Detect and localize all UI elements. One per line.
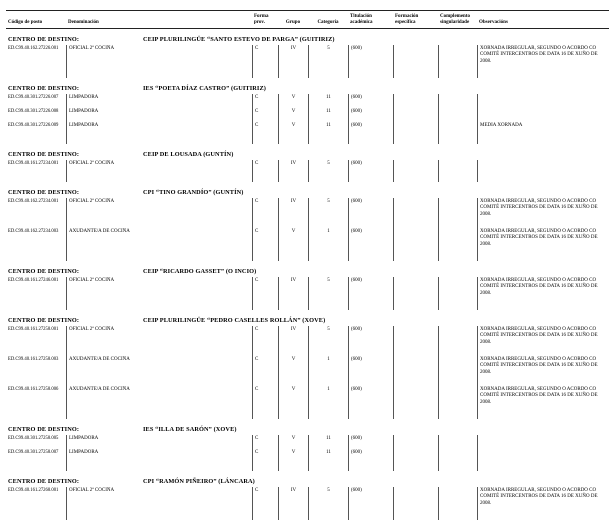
- cell-complemento-singularidade: [438, 449, 477, 471]
- cell-codigo-de-posto: ED.C99.40.161.27246.001: [8, 278, 59, 283]
- centro-section: [6, 268, 609, 310]
- cell-observacions: [477, 160, 609, 182]
- column-header-forma-line1: Forma: [254, 13, 269, 19]
- column-header-observacions: [477, 20, 609, 26]
- cell-categoria: 11: [308, 108, 348, 122]
- column-header-formacion-line1: Formación: [395, 13, 419, 19]
- cell-titulacion-academica: (600): [348, 122, 393, 144]
- centro-section: [6, 151, 609, 182]
- table-row: [6, 198, 609, 228]
- cell-titulacion-academica: (600): [348, 277, 393, 310]
- cell-complemento-singularidade: [438, 487, 477, 520]
- centro-destino-line: [8, 268, 609, 275]
- table-row: [6, 122, 609, 144]
- table-row: [6, 487, 609, 520]
- centro-destino-name: CEIP PLURILINGÜE “SANTO ESTEVO DE PARGA” (GUITIRIZ): [143, 36, 335, 43]
- cell-forma-prov: C: [252, 122, 278, 144]
- section-rows: [6, 160, 609, 182]
- cell-observacions: [477, 449, 609, 471]
- cell-complemento-singularidade: [438, 356, 477, 386]
- cell-formacion-especifica: [393, 435, 438, 449]
- cell-categoria: 5: [308, 326, 348, 356]
- cell-categoria: 1: [308, 228, 348, 261]
- section-rows: [6, 277, 609, 310]
- centro-destino-label: CENTRO DE DESTINO:: [8, 268, 80, 275]
- column-header-grupo: [278, 20, 308, 26]
- cell-forma-prov: C: [252, 277, 278, 310]
- cell-categoria: 11: [308, 122, 348, 144]
- cell-denominacion: OFICIAL 2ª COCIÑA: [66, 277, 252, 310]
- centro-section: [6, 189, 609, 261]
- cell-formacion-especifica: [393, 326, 438, 356]
- cell-observacions: XORNADA IRREGULAR, SEGUNDO O ACORDO CO COMITÉ INTERCENTROS DE DATA 16 DE XUÑO DE 2008.: [477, 487, 609, 520]
- centro-destino-line: [8, 317, 609, 324]
- cell-grupo: V: [278, 108, 308, 122]
- column-header-categoria-label: Categoría: [317, 19, 339, 25]
- centro-destino-label: CENTRO DE DESTINO:: [8, 426, 80, 433]
- cell-codigo-de-posto: ED.C99.40.301.27258.007: [8, 450, 59, 455]
- cell-complemento-singularidade: [438, 198, 477, 228]
- centro-destino-line: [8, 426, 609, 433]
- section-rows: [6, 326, 609, 419]
- cell-titulacion-academica: (600): [348, 198, 393, 228]
- cell-denominacion: AXUDANTE/A DE COCIÑA: [66, 356, 252, 386]
- cell-forma-prov: C: [252, 94, 278, 108]
- cell-observacions: XORNADA IRREGULAR, SEGUNDO O ACORDO CO COMITÉ INTERCENTROS DE DATA 16 DE XUÑO DE 2008.: [477, 277, 609, 310]
- centro-destino-name: CEIP DE LOUSADA (GUNTÍN): [143, 151, 234, 158]
- cell-observacions: XORNADA IRREGULAR, SEGUNDO O ACORDO CO COMITÉ INTERCENTROS DE DATA 16 DE XUÑO DE 2008.: [477, 386, 609, 419]
- cell-formacion-especifica: [393, 198, 438, 228]
- cell-categoria: 5: [308, 198, 348, 228]
- cell-complemento-singularidade: [438, 435, 477, 449]
- cell-codigo-de-posto: ED.C99.40.161.27268.001: [8, 488, 59, 493]
- table-row: [6, 108, 609, 122]
- cell-denominacion: LIMPADORA: [66, 449, 252, 471]
- centro-section: [6, 426, 609, 471]
- centro-destino-name: CEIP PLURILINGÜE “PEDRO CASELLES ROLLÁN” (XOVE): [143, 317, 326, 324]
- cell-codigo-de-posto: ED.C99.40.301.27226.008: [8, 109, 59, 114]
- cell-titulacion-academica: (600): [348, 487, 393, 520]
- cell-categoria: 1: [308, 386, 348, 419]
- table-row: [6, 160, 609, 182]
- column-header-formacion: [393, 14, 438, 27]
- cell-grupo: V: [278, 94, 308, 108]
- cell-denominacion: AXUDANTE/A DE COCIÑA: [66, 228, 252, 261]
- cell-complemento-singularidade: [438, 160, 477, 182]
- cell-codigo-de-posto: ED.C99.40.301.27226.009: [8, 123, 59, 128]
- cell-denominacion: OFICIAL 2ª COCIÑA: [66, 487, 252, 520]
- cell-formacion-especifica: [393, 449, 438, 471]
- cell-forma-prov: C: [252, 356, 278, 386]
- cell-observacions: XORNADA IRREGULAR, SEGUNDO O ACORDO CO COMITÉ INTERCENTROS DE DATA 16 DE XUÑO DE 2008.: [477, 198, 609, 228]
- table-row: [6, 435, 609, 449]
- cell-forma-prov: C: [252, 435, 278, 449]
- cell-grupo: V: [278, 449, 308, 471]
- cell-formacion-especifica: [393, 94, 438, 108]
- column-header-grupo-label: Grupo: [285, 19, 301, 25]
- cell-categoria: 5: [308, 45, 348, 78]
- centro-destino-name: IES “ILLA DE SARÓN” (XOVE): [143, 426, 237, 433]
- cell-grupo: V: [278, 122, 308, 144]
- cell-grupo: IV: [278, 487, 308, 520]
- column-header-formacion-line2: específica: [395, 19, 416, 25]
- cell-observacions: XORNADA IRREGULAR, SEGUNDO O ACORDO CO COMITÉ INTERCENTROS DE DATA 16 DE XUÑO DE 2008.: [477, 45, 609, 78]
- centro-destino-line: [8, 36, 609, 43]
- cell-denominacion: AXUDANTE/A DE COCIÑA: [66, 386, 252, 419]
- centro-destino-name: CPI “TINO GRANDÍO” (GUNTÍN): [143, 189, 244, 196]
- cell-codigo-de-posto: ED.C99.40.162.27234.001: [8, 199, 59, 204]
- cell-grupo: IV: [278, 326, 308, 356]
- cell-categoria: 5: [308, 160, 348, 182]
- cell-categoria: 5: [308, 277, 348, 310]
- cell-observacions: [477, 94, 609, 108]
- centro-destino-name: CEIP “RICARDO GASSET” (O INCIO): [143, 268, 257, 275]
- column-header-titulacion-line1: Titulación: [350, 13, 372, 19]
- cell-grupo: V: [278, 435, 308, 449]
- cell-formacion-especifica: [393, 356, 438, 386]
- cell-grupo: V: [278, 228, 308, 261]
- cell-forma-prov: C: [252, 108, 278, 122]
- cell-forma-prov: C: [252, 487, 278, 520]
- centro-destino-line: [8, 151, 609, 158]
- cell-titulacion-academica: (600): [348, 326, 393, 356]
- cell-forma-prov: C: [252, 449, 278, 471]
- table-row: [6, 449, 609, 471]
- cell-denominacion: OFICIAL 2ª COCIÑA: [66, 160, 252, 182]
- cell-complemento-singularidade: [438, 386, 477, 419]
- section-rows: [6, 487, 609, 520]
- table-row: [6, 94, 609, 108]
- centro-destino-name: IES “POETA DÍAZ CASTRO” (GUITIRIZ): [143, 85, 266, 92]
- cell-codigo-de-posto: ED.C99.40.162.27226.001: [8, 46, 59, 51]
- section-rows: [6, 94, 609, 144]
- cell-formacion-especifica: [393, 277, 438, 310]
- cell-complemento-singularidade: [438, 277, 477, 310]
- cell-formacion-especifica: [393, 160, 438, 182]
- cell-grupo: IV: [278, 277, 308, 310]
- cell-denominacion: OFICIAL 2ª COCIÑA: [66, 45, 252, 78]
- cell-formacion-especifica: [393, 386, 438, 419]
- column-header-codigo-label: Código de posto: [8, 19, 43, 25]
- cell-denominacion: LIMPADORA: [66, 435, 252, 449]
- cell-titulacion-academica: (600): [348, 449, 393, 471]
- cell-titulacion-academica: (600): [348, 386, 393, 419]
- cell-formacion-especifica: [393, 122, 438, 144]
- table-row: [6, 277, 609, 310]
- centro-destino-line: [8, 478, 609, 485]
- cell-titulacion-academica: (600): [348, 45, 393, 78]
- cell-codigo-de-posto: ED.C99.40.161.27258.001: [8, 327, 59, 332]
- cell-titulacion-academica: (600): [348, 160, 393, 182]
- column-header-complemento-line1: Complemento: [440, 13, 470, 19]
- cell-titulacion-academica: (600): [348, 435, 393, 449]
- column-header-titulacion-line2: académica: [350, 19, 373, 25]
- cell-codigo-de-posto: ED.C99.40.301.27226.007: [8, 95, 59, 100]
- centro-destino-label: CENTRO DE DESTINO:: [8, 85, 80, 92]
- centro-destino-label: CENTRO DE DESTINO:: [8, 189, 80, 196]
- cell-denominacion: OFICIAL 2ª COCIÑA: [66, 198, 252, 228]
- cell-grupo: IV: [278, 198, 308, 228]
- cell-titulacion-academica: (600): [348, 108, 393, 122]
- column-header-complemento: [438, 14, 477, 27]
- cell-observacions: [477, 435, 609, 449]
- centro-destino-label: CENTRO DE DESTINO:: [8, 478, 80, 485]
- cell-codigo-de-posto: ED.C99.40.301.27258.005: [8, 436, 59, 441]
- cell-grupo: IV: [278, 45, 308, 78]
- cell-observacions: XORNADA IRREGULAR, SEGUNDO O ACORDO CO COMITÉ INTERCENTROS DE DATA 16 DE XUÑO DE 2008.: [477, 326, 609, 356]
- cell-categoria: 11: [308, 449, 348, 471]
- cell-observacions: MEDIA XORNADA: [477, 122, 609, 144]
- cell-codigo-de-posto: ED.C99.40.161.27234.001: [8, 161, 59, 166]
- section-rows: [6, 45, 609, 78]
- cell-denominacion: OFICIAL 2ª COCIÑA: [66, 326, 252, 356]
- centro-section: [6, 317, 609, 419]
- cell-titulacion-academica: (600): [348, 356, 393, 386]
- column-header-complemento-line2: singularidade: [440, 19, 470, 25]
- cell-complemento-singularidade: [438, 228, 477, 261]
- cell-formacion-especifica: [393, 487, 438, 520]
- cell-denominacion: LIMPADORA: [66, 94, 252, 108]
- table-row: [6, 356, 609, 386]
- table-row: [6, 228, 609, 261]
- column-header-forma-line2: prov.: [254, 19, 265, 25]
- cell-forma-prov: C: [252, 228, 278, 261]
- cell-observacions: [477, 108, 609, 122]
- cell-complemento-singularidade: [438, 45, 477, 78]
- cell-titulacion-academica: (600): [348, 228, 393, 261]
- cell-categoria: 11: [308, 435, 348, 449]
- cell-complemento-singularidade: [438, 108, 477, 122]
- cell-titulacion-academica: (600): [348, 94, 393, 108]
- table-header-row: [6, 10, 609, 29]
- centro-section: [6, 478, 609, 520]
- cell-categoria: 5: [308, 487, 348, 520]
- cell-codigo-de-posto: ED.C99.40.161.27258.006: [8, 387, 59, 392]
- cell-formacion-especifica: [393, 108, 438, 122]
- centro-destino-label: CENTRO DE DESTINO:: [8, 36, 80, 43]
- column-header-denominacion-label: Denominación: [68, 19, 99, 25]
- centro-destino-label: CENTRO DE DESTINO:: [8, 317, 80, 324]
- cell-denominacion: LIMPADORA: [66, 122, 252, 144]
- cell-codigo-de-posto: ED.C99.40.162.27234.003: [8, 229, 59, 234]
- table-row: [6, 45, 609, 78]
- cell-grupo: V: [278, 386, 308, 419]
- sections-container: [6, 36, 609, 520]
- cell-forma-prov: C: [252, 326, 278, 356]
- section-rows: [6, 198, 609, 261]
- centro-destino-name: CPI “RAMÓN PIÑEIRO” (LÁNCARA): [143, 478, 255, 485]
- centro-destino-label: CENTRO DE DESTINO:: [8, 151, 80, 158]
- centro-destino-line: [8, 189, 609, 196]
- cell-forma-prov: C: [252, 386, 278, 419]
- cell-denominacion: LIMPADORA: [66, 108, 252, 122]
- centro-section: [6, 85, 609, 144]
- cell-grupo: V: [278, 356, 308, 386]
- cell-observacions: XORNADA IRREGULAR, SEGUNDO O ACORDO CO COMITÉ INTERCENTROS DE DATA 16 DE XUÑO DE 2008.: [477, 228, 609, 261]
- cell-complemento-singularidade: [438, 94, 477, 108]
- cell-codigo-de-posto: ED.C99.40.161.27258.003: [8, 357, 59, 362]
- section-rows: [6, 435, 609, 471]
- cell-categoria: 1: [308, 356, 348, 386]
- cell-complemento-singularidade: [438, 326, 477, 356]
- cell-observacions: XORNADA IRREGULAR, SEGUNDO O ACORDO CO COMITÉ INTERCENTROS DE DATA 16 DE XUÑO DE 2008.: [477, 356, 609, 386]
- cell-forma-prov: C: [252, 45, 278, 78]
- column-header-titulacion: [348, 14, 393, 27]
- centro-destino-line: [8, 85, 609, 92]
- cell-grupo: IV: [278, 160, 308, 182]
- column-header-codigo: [6, 20, 66, 26]
- column-header-observacions-label: Observacións: [479, 19, 508, 25]
- column-header-forma-prov: [252, 14, 278, 27]
- cell-formacion-especifica: [393, 45, 438, 78]
- cell-formacion-especifica: [393, 228, 438, 261]
- cell-complemento-singularidade: [438, 122, 477, 144]
- table-row: [6, 386, 609, 419]
- column-header-categoria: [308, 20, 348, 26]
- cell-categoria: 11: [308, 94, 348, 108]
- table-row: [6, 326, 609, 356]
- cell-forma-prov: C: [252, 198, 278, 228]
- column-header-denominacion: [66, 20, 252, 26]
- centro-section: [6, 36, 609, 78]
- cell-forma-prov: C: [252, 160, 278, 182]
